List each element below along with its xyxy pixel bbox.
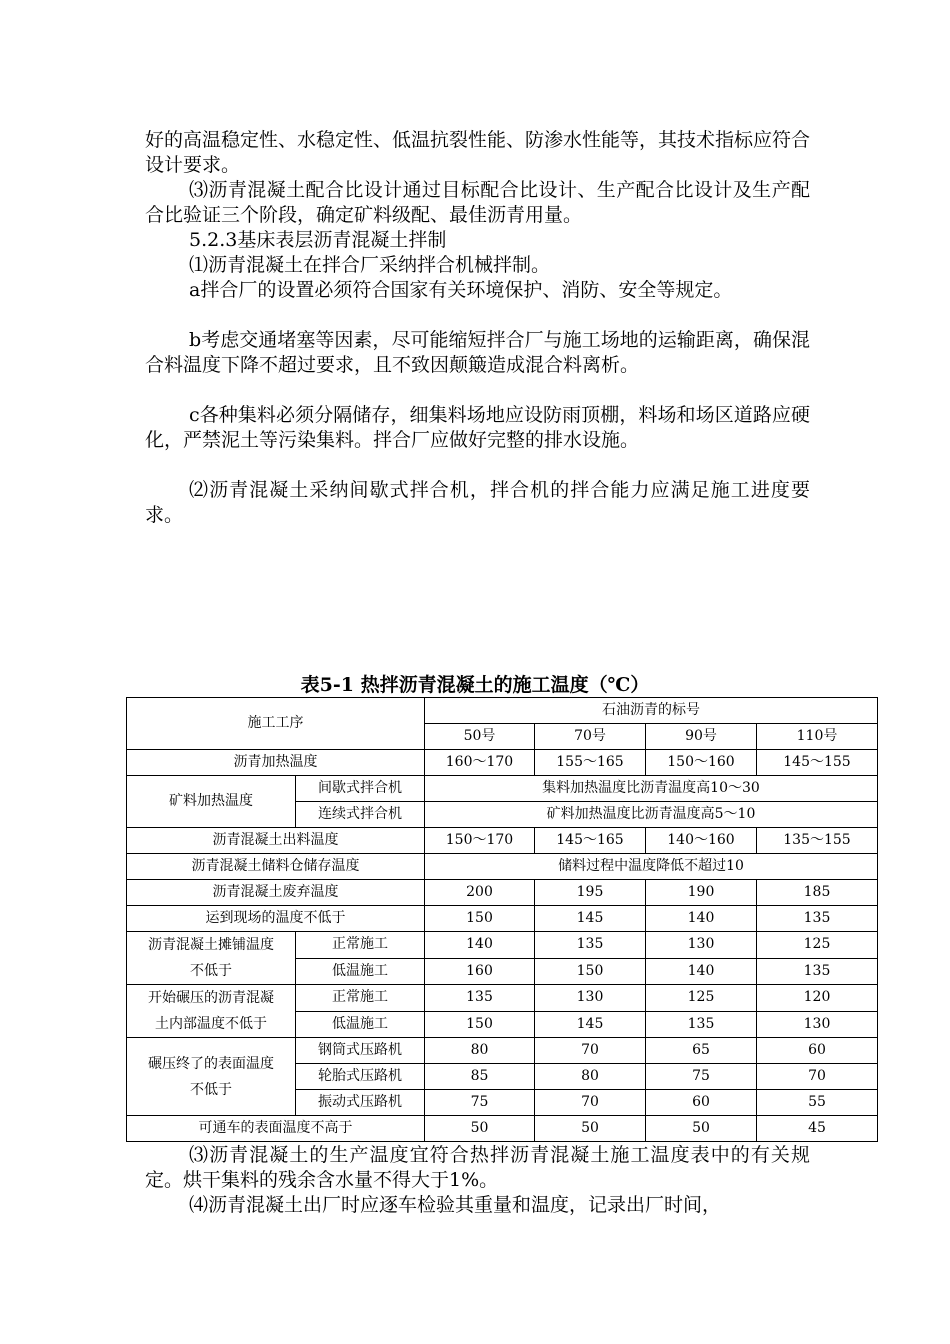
cell-value: 70 [757, 1064, 878, 1090]
row-label: 矿料加热温度 [127, 776, 296, 828]
row-label-line: 不低于 [190, 1081, 232, 1098]
row-label-line: 沥青混凝土摊铺温度 [148, 937, 274, 953]
table-row [127, 854, 878, 880]
row-sublabel: 低温施工 [296, 1011, 425, 1038]
table-row [127, 880, 878, 906]
paragraph-5: ⑶沥青混凝土的生产温度宜符合热拌沥青混凝土施工温度表中的有关规定。烘干集料的残余含水量不得大于1%。 [145, 1144, 810, 1191]
cell-value: 集料加热温度比沥青温度高10～30 [425, 776, 878, 802]
paragraph-6: ⑷沥青混凝土出厂时应逐车检验其重量和温度，记录出厂时间， [189, 1194, 722, 1216]
table-row [127, 906, 878, 932]
cell-value: 135 [535, 932, 646, 959]
cell-value: 80 [535, 1064, 646, 1090]
cell-value: 140 [646, 906, 757, 932]
cell-value: 160～170 [425, 750, 535, 776]
cell-value: 135 [757, 906, 878, 932]
cell-value: 135 [757, 958, 878, 985]
paragraph-item-c: c各种集料必须分隔储存，细集料场地应设防雨顶棚，料场和场区道路应硬化，严禁泥土等污染集料。拌合厂应做好完整的排水设施。 [145, 404, 810, 451]
table-row [127, 776, 878, 802]
cell-value: 80 [425, 1038, 535, 1064]
cell-value: 150～160 [646, 750, 757, 776]
paragraph-2: ⑶沥青混凝土配合比设计通过目标配合比设计、生产配合比设计及生产配合比验证三个阶段，确定矿料级配、最佳沥青用量。 [145, 179, 810, 226]
row-sublabel: 正常施工 [296, 985, 425, 1012]
table-row [127, 750, 878, 776]
row-sublabel: 连续式拌合机 [296, 802, 425, 828]
cell-value: 60 [646, 1090, 757, 1116]
row-label [127, 985, 296, 1038]
row-label: 沥青混凝土出料温度 [127, 828, 425, 854]
row-label: 沥青混凝土废弃温度 [127, 880, 425, 906]
row-label-line: 开始碾压的沥青混凝 [148, 990, 274, 1006]
cell-value: 70 [535, 1038, 646, 1064]
cell-value: 145 [535, 906, 646, 932]
table-header-row [127, 698, 878, 724]
cell-value: 145～165 [535, 828, 646, 854]
cell-value: 50 [535, 1116, 646, 1142]
cell-value: 125 [646, 985, 757, 1012]
grade-50: 50号 [425, 724, 535, 750]
table-row [127, 1116, 878, 1142]
cell-value: 140 [646, 958, 757, 985]
cell-value: 160 [425, 958, 535, 985]
table-row [127, 1038, 878, 1064]
row-label: 沥青加热温度 [127, 750, 425, 776]
temperature-table [126, 697, 878, 1142]
cell-value: 145～155 [757, 750, 878, 776]
cell-value: 185 [757, 880, 878, 906]
cell-value: 矿料加热温度比沥青温度高5～10 [425, 802, 878, 828]
cell-value: 145 [535, 1011, 646, 1038]
cell-value: 155～165 [535, 750, 646, 776]
cell-value: 135 [646, 1011, 757, 1038]
cell-value: 75 [425, 1090, 535, 1116]
row-label: 可通车的表面温度不高于 [127, 1116, 425, 1142]
row-sublabel: 间歇式拌合机 [296, 776, 425, 802]
row-label: 沥青混凝土储料仓储存温度 [127, 854, 425, 880]
cell-value: 50 [646, 1116, 757, 1142]
paragraph-item-a: a拌合厂的设置必须符合国家有关环境保护、消防、安全等规定。 [189, 279, 733, 301]
cell-value: 60 [757, 1038, 878, 1064]
cell-value: 55 [757, 1090, 878, 1116]
cell-value: 130 [535, 985, 646, 1012]
paragraph-item-b: b考虑交通堵塞等因素，尽可能缩短拌合厂与施工场地的运输距离，确保混合料温度下降不超过要求，且不致因颠簸造成混合料离析。 [145, 329, 810, 376]
cell-value: 150 [425, 1011, 535, 1038]
row-sublabel: 低温施工 [296, 958, 425, 985]
cell-value: 130 [757, 1011, 878, 1038]
cell-value: 150 [535, 958, 646, 985]
grade-90: 90号 [646, 724, 757, 750]
cell-value: 150 [425, 906, 535, 932]
row-sublabel: 正常施工 [296, 932, 425, 959]
cell-value: 储料过程中温度降低不超过10 [425, 854, 878, 880]
cell-value: 150～170 [425, 828, 535, 854]
row-label: 运到现场的温度不低于 [127, 906, 425, 932]
cell-value: 140 [425, 932, 535, 959]
header-process: 施工工序 [127, 698, 425, 750]
cell-value: 120 [757, 985, 878, 1012]
cell-value: 125 [757, 932, 878, 959]
table-row [127, 932, 878, 959]
row-sublabel: 钢筒式压路机 [296, 1038, 425, 1064]
paragraph-3: ⑴沥青混凝土在拌合厂采纳拌合机械拌制。 [189, 254, 551, 276]
row-label-line: 不低于 [190, 963, 232, 979]
grade-70: 70号 [535, 724, 646, 750]
table-row [127, 828, 878, 854]
paragraph-1: 好的高温稳定性、水稳定性、低温抗裂性能、防渗水性能等，其技术指标应符合设计要求。 [145, 129, 811, 176]
cell-value: 140～160 [646, 828, 757, 854]
cell-value: 135～155 [757, 828, 878, 854]
cell-value: 75 [646, 1064, 757, 1090]
row-sublabel: 轮胎式压路机 [296, 1064, 425, 1090]
cell-value: 190 [646, 880, 757, 906]
cell-value: 45 [757, 1116, 878, 1142]
section-heading-5-2-3: 5.2.3基床表层沥青混凝土拌制 [189, 229, 447, 251]
table-caption: 表5-1 热拌沥青混凝土的施工温度（℃） [300, 674, 650, 696]
row-sublabel: 振动式压路机 [296, 1090, 425, 1116]
cell-value: 195 [535, 880, 646, 906]
row-label-line: 碾压终了的表面温度 [148, 1055, 274, 1072]
cell-value: 65 [646, 1038, 757, 1064]
cell-value: 70 [535, 1090, 646, 1116]
row-label [127, 1038, 296, 1116]
cell-value: 200 [425, 880, 535, 906]
table-row [127, 985, 878, 1012]
cell-value: 135 [425, 985, 535, 1012]
paragraph-4: ⑵沥青混凝土采纳间歇式拌合机，拌合机的拌合能力应满足施工进度要求。 [145, 479, 810, 526]
cell-value: 85 [425, 1064, 535, 1090]
row-label-line: 土内部温度不低于 [155, 1016, 267, 1032]
header-grade-group: 石油沥青的标号 [425, 698, 878, 724]
cell-value: 50 [425, 1116, 535, 1142]
cell-value: 130 [646, 932, 757, 959]
row-label [127, 932, 296, 985]
grade-110: 110号 [757, 724, 878, 750]
